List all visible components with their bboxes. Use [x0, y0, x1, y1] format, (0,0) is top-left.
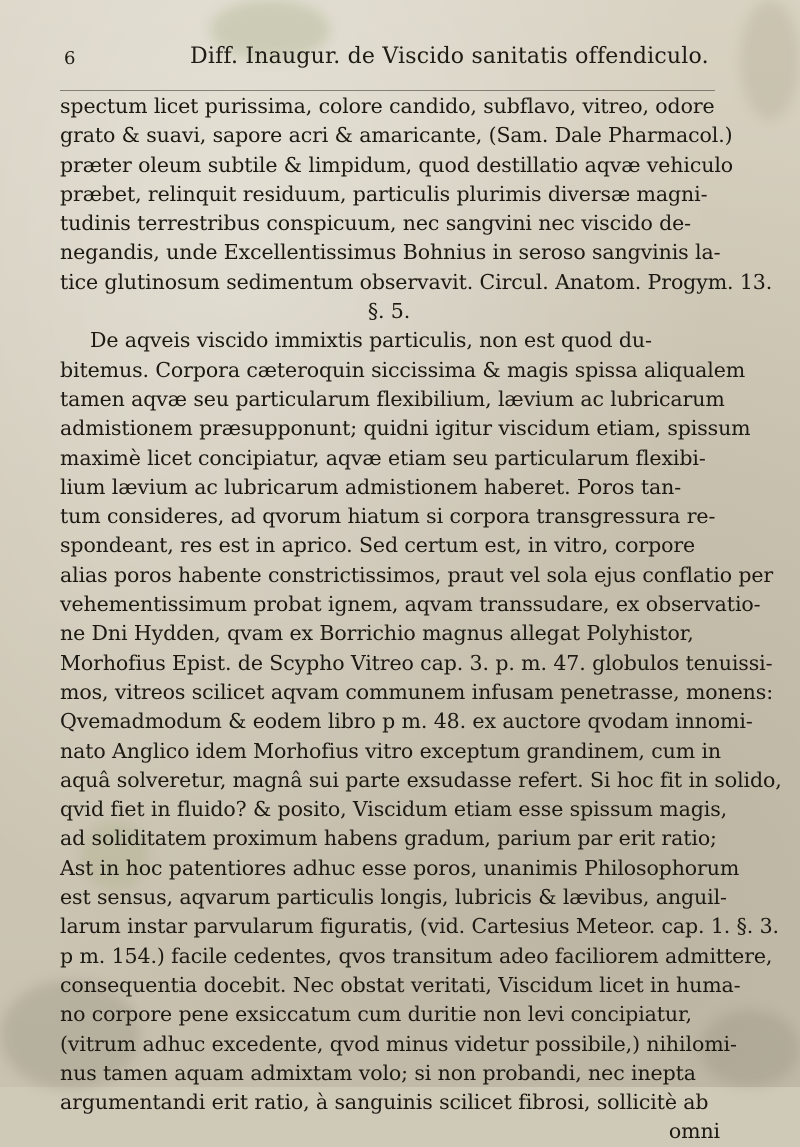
text-line: Ast in hoc patentiores adhuc esse poros, unanimis Philosophorum [60, 855, 740, 880]
catchword: omni [668, 1119, 720, 1144]
text-line: tudinis terrestribus conspicuum, nec sangvini nec viscido de- [60, 211, 691, 236]
text-line: p m. 154.) facile cedentes, qvos transitum adeo faciliorem admittere, [60, 943, 773, 968]
text-line: argumentandi erit ratio, à sanguinis scilicet fibrosi, sollicitè ab [60, 1090, 709, 1115]
text-line: tum consideres, ad qvorum hiatum si corpora transgressura re- [60, 504, 716, 529]
text-line: alias poros habente constrictissimos, praut vel sola ejus conflatio per [60, 562, 774, 587]
running-head: Diff. Inaugur. de Viscido sanitatis offendiculo. [190, 44, 709, 69]
text-line: (vitrum adhuc excedente, qvod minus videtur possibile,) nihilomi- [60, 1031, 737, 1056]
header-rule [60, 90, 715, 91]
text-line: consequentia docebit. Nec obstat veritati, Viscidum licet in huma- [60, 972, 741, 997]
section-heading: §. 5. [367, 299, 411, 324]
body-text [60, 92, 782, 1147]
page-number: 6 [64, 48, 76, 69]
text-line: tamen aqvæ seu particularum flexibilium, lævium ac lubricarum [60, 386, 725, 411]
text-line: maximè licet concipiatur, aqvæ etiam seu particularum flexibi- [60, 445, 706, 470]
text-line: qvid fiet in fluido? & posito, Viscidum etiam esse spissum magis, [60, 797, 728, 822]
text-line: ad soliditatem proximum habens gradum, parium par erit ratio; [60, 826, 717, 851]
text-line: Qvemadmodum & eodem libro p m. 48. ex auctore qvodam innomi- [60, 709, 753, 734]
text-line: no corpore pene exsiccatum cum duritie non levi concipiatur, [60, 1002, 692, 1027]
page-header [40, 44, 760, 78]
text-line: De aqveis viscido immixtis particulis, non est quod du- [90, 328, 652, 353]
text-line: lium lævium ac lubricarum admistionem haberet. Poros tan- [60, 474, 682, 499]
text-line: nus tamen aquam admixtam volo; si non probandi, nec inepta [60, 1060, 696, 1085]
text-line: præbet, relinquit residuum, particulis plurimis diversæ magni- [60, 181, 708, 206]
text-line: præter oleum subtile & limpidum, quod destillatio aqvæ vehiculo [60, 152, 734, 177]
text-line: mos, vitreos scilicet aqvam communem infusam penetrasse, monens: [60, 679, 774, 704]
text-line: spondeant, res est in aprico. Sed certum est, in vitro, corpore [60, 533, 696, 558]
text-line: nato Anglico idem Morhofius vitro exceptum grandinem, cum in [60, 738, 722, 763]
text-line: aquâ solveretur, magnâ sui parte exsudasse refert. Si hoc fit in solido, [60, 767, 782, 792]
text-line: Morhofius Epist. de Scypho Vitreo cap. 3. p. m. 47. globulos tenuissi- [60, 650, 773, 675]
text-line: bitemus. Corpora cæteroquin siccissima & magis spissa aliqualem [60, 357, 746, 382]
text-line: admistionem præsupponunt; quidni igitur viscidum etiam, spissum [60, 416, 751, 441]
text-line: spectum licet purissima, colore candido, subflavo, vitreo, odore [60, 94, 715, 118]
text-line: vehementissimum probat ignem, aqvam transsudare, ex observatio- [60, 592, 761, 617]
text-line: larum instar parvularum figuratis, (vid. Cartesius Meteor. cap. 1. §. 3. [60, 914, 779, 939]
text-line: tice glutinosum sedimentum observavit. Circul. Anatom. Progym. 13. [60, 269, 773, 294]
text-line: est sensus, aqvarum particulis longis, lubricis & lævibus, anguil- [60, 885, 727, 910]
text-line: negandis, unde Excellentissimus Bohnius in seroso sangvinis la- [60, 240, 721, 265]
text-line: grato & suavi, sapore acri & amaricante, (Sam. Dale Pharmacol.) [60, 123, 733, 148]
text-line: ne Dni Hydden, qvam ex Borrichio magnus allegat Polyhistor, [60, 621, 694, 646]
